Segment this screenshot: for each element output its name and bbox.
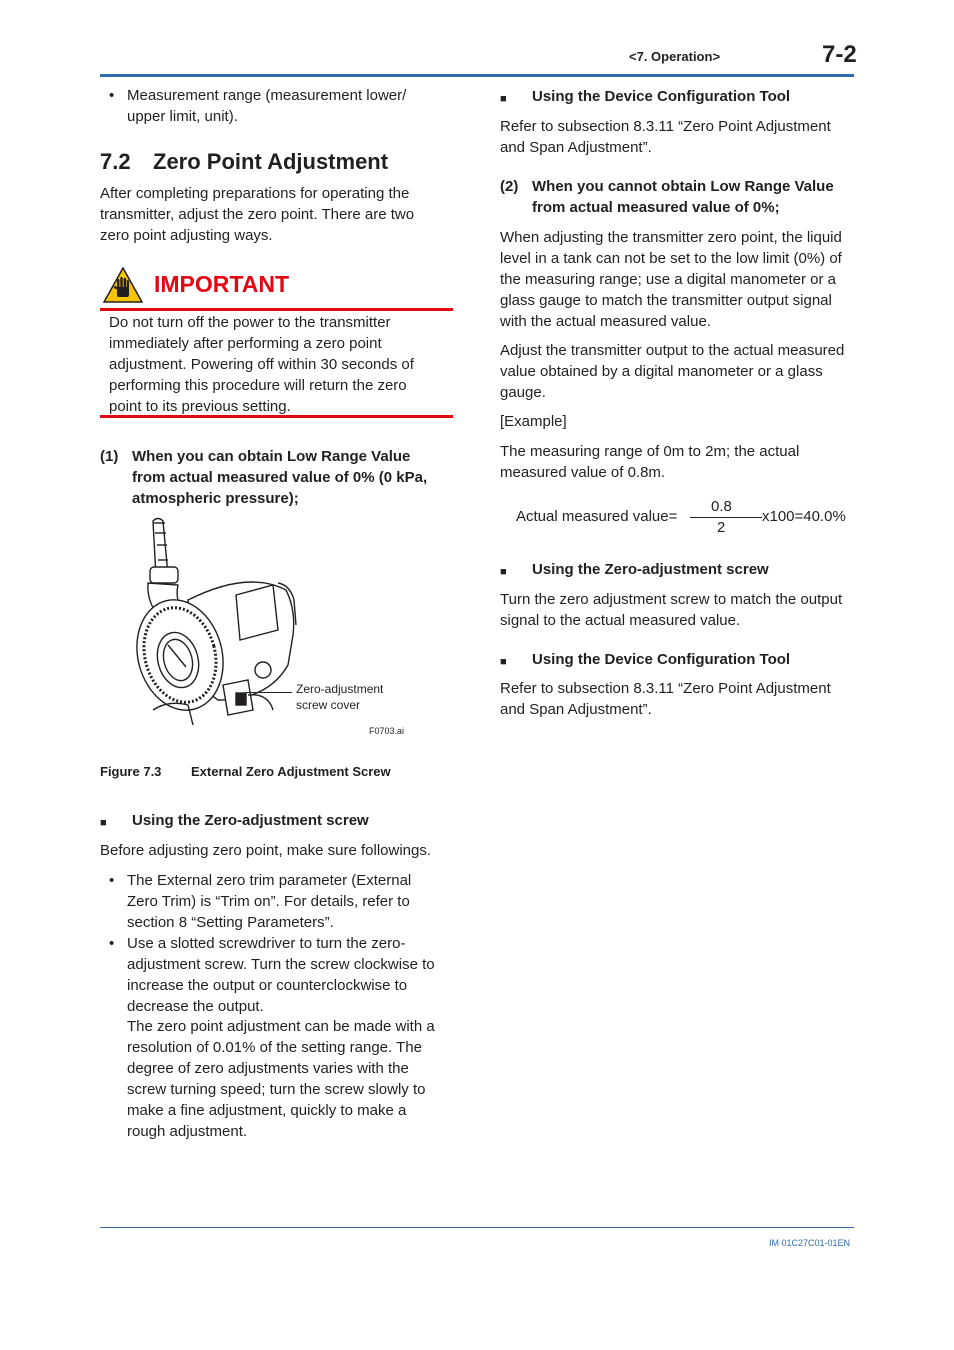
section-heading <box>100 148 389 176</box>
right-tool-heading-2-text: Using the Device Configuration Tool <box>532 651 791 668</box>
footer-doc-id: IM 01C27C01-01EN <box>769 1238 851 1248</box>
section-intro: After completing preparations for operating the transmitter, adjust the zero point. There are two zero point adjusting ways. <box>100 185 415 244</box>
callout-line-2: screw cover <box>296 698 361 712</box>
important-top-rule <box>100 308 453 311</box>
transmitter-illustration <box>128 515 308 725</box>
bullet-2-continued: The zero point adjustment can be made with a resolution of 0.01% of the setting range. The degree of zero adjustments varies with the screw turning speed; turn the screw slowly to make a fine adjustment, quickly to make a rough adjustment. <box>127 1018 435 1140</box>
figure-file-id: F0703.ai <box>369 726 405 736</box>
case-1-number: (1) <box>100 448 119 465</box>
callout-leader <box>246 692 292 693</box>
important-box <box>100 264 453 419</box>
square-bullet-icon: ■ <box>500 656 507 668</box>
top-bullet-list <box>100 85 430 127</box>
section-number: 7.2 <box>100 149 131 174</box>
right-screw-heading <box>500 559 840 580</box>
footer-rule <box>100 1227 854 1228</box>
example-text: The measuring range of 0m to 2m; the actual measured value of 0.8m. <box>500 443 800 481</box>
square-bullet-icon: ■ <box>500 566 507 578</box>
case-2-paragraph-1: When adjusting the transmitter zero point, the liquid level in a tank can not be set to the low limit (0%) of the measuring range; use a digital manometer or a glass gauge to match the transmitter output signal with the actual measured value. <box>500 229 842 330</box>
left-screw-heading-text: Using the Zero-adjustment screw <box>132 812 369 829</box>
fraction-bar <box>690 517 762 518</box>
formula-lhs: Actual measured value= <box>516 508 678 525</box>
important-bottom-rule <box>100 415 453 418</box>
formula-numerator: 0.8 <box>711 498 732 515</box>
list-item: • Use a slotted screwdriver to turn the zero-adjustment screw. Turn the screw clockwise to increase the output or counterclockwise to decrease the output. <box>100 933 445 1017</box>
case-1-heading <box>100 446 445 509</box>
right-tool-heading-1-text: Using the Device Configuration Tool <box>532 88 791 105</box>
list-item: • Measurement range (measurement lower/ upper limit, unit). <box>100 85 430 127</box>
right-tool-text-2: Refer to subsection 8.3.11 “Zero Point Adjustment and Span Adjustment”. <box>500 680 831 718</box>
callout-label <box>296 681 383 713</box>
important-label: IMPORTANT <box>154 271 290 297</box>
right-tool-text-1: Refer to subsection 8.3.11 “Zero Point Adjustment and Span Adjustment”. <box>500 118 831 156</box>
square-bullet-icon: ■ <box>100 817 107 829</box>
callout-line-1: Zero-adjustment <box>296 682 384 696</box>
header-section-label: <7. Operation> <box>629 49 721 64</box>
important-text: Do not turn off the power to the transmitter immediately after performing a zero point adjustment. Powering off within 30 seconds of performing this procedure will return the zero point to its previous setting. <box>109 314 414 415</box>
case-2-number: (2) <box>500 178 519 195</box>
list-item: • The External zero trim parameter (External Zero Trim) is “Trim on”. For details, refer to section 8 “Setting Parameters”. <box>100 870 445 933</box>
right-screw-heading-text: Using the Zero-adjustment screw <box>532 561 769 578</box>
case-2-heading <box>500 176 854 218</box>
screw-intro: Before adjusting zero point, make sure followings. <box>100 842 432 859</box>
case-2-text: When you cannot obtain Low Range Value from actual measured value of 0%; <box>532 178 834 216</box>
right-tool-heading-2 <box>500 649 840 670</box>
right-screw-text: Turn the zero adjustment screw to match the output signal to the actual measured value. <box>500 591 843 629</box>
formula <box>516 496 856 540</box>
square-bullet-icon: ■ <box>500 93 507 105</box>
case-1-text: When you can obtain Low Range Value from actual measured value of 0% (0 kPa, atmospheric pressure); <box>132 448 428 507</box>
formula-rhs: x100=40.0% <box>762 508 846 525</box>
formula-denominator: 2 <box>717 519 726 536</box>
header-rule <box>100 74 854 77</box>
page-number: 7-2 <box>822 41 857 68</box>
left-screw-heading <box>100 810 440 831</box>
figure-caption <box>100 764 391 779</box>
section-title: Zero Point Adjustment <box>153 149 389 174</box>
figure-caption-number: Figure 7.3 <box>100 764 162 779</box>
case-2-paragraph-2: Adjust the transmitter output to the actual measured value obtained by a digital manometer or a glass gauge. <box>500 342 845 401</box>
warning-hand-icon <box>103 267 143 303</box>
figure-caption-text: External Zero Adjustment Screw <box>191 764 391 779</box>
example-label: [Example] <box>500 413 567 430</box>
right-tool-heading-1 <box>500 86 840 107</box>
figure-transmitter <box>128 515 418 745</box>
screw-bullet-list <box>100 870 445 1017</box>
